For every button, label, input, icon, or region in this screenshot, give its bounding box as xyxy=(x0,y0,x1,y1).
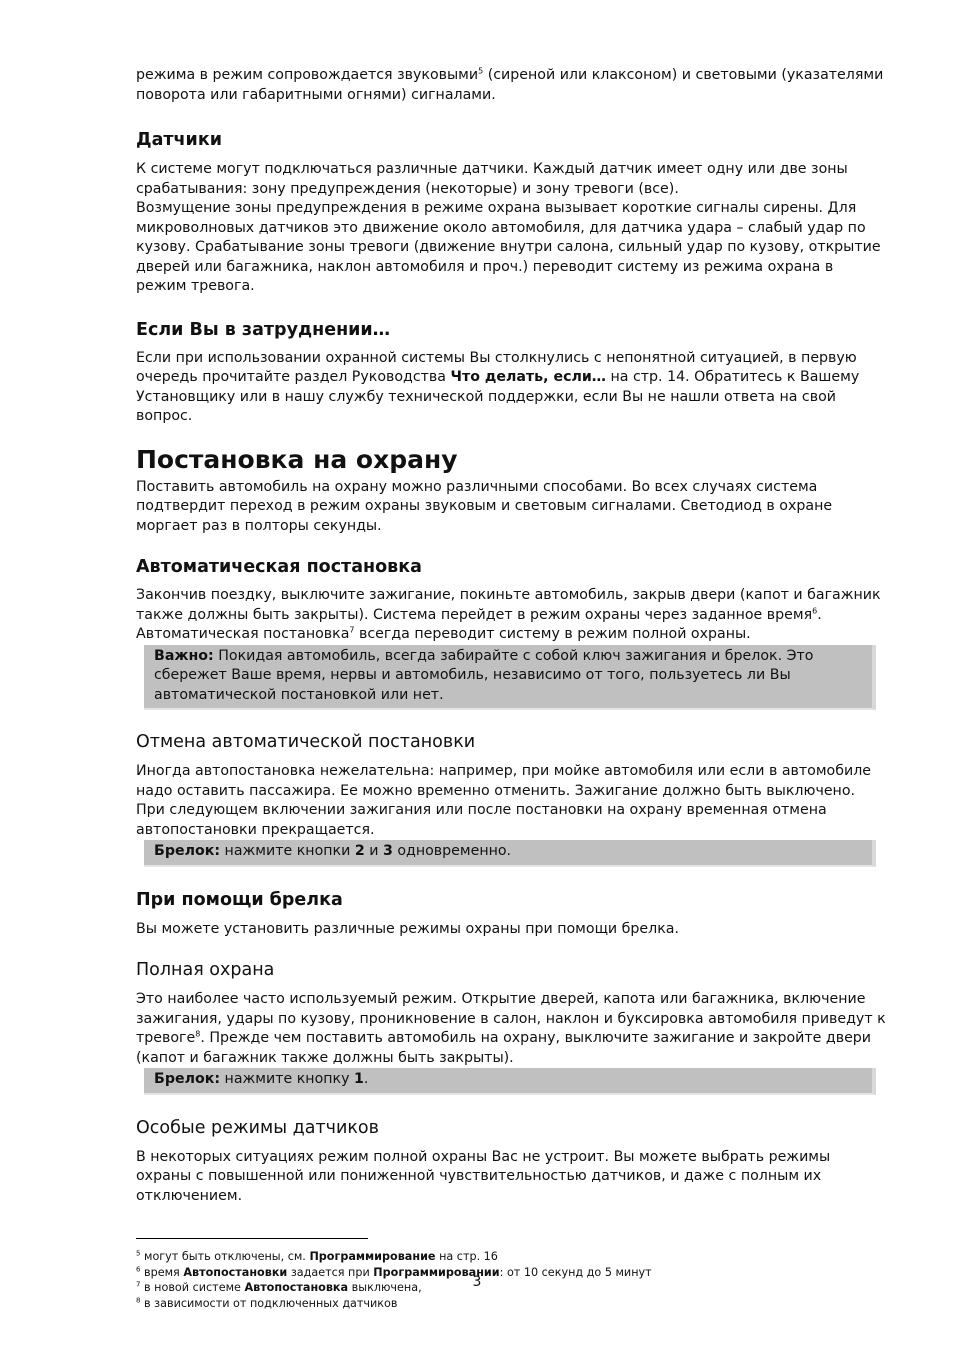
special-modes-paragraph: В некоторых ситуациях режим полной охраны Вас не устроит. Вы можете выбрать режимы охраны с повышенной или пониженной чувствительностью датчиков, и даже с полным их отключением. xyxy=(136,1148,831,1204)
trouble-paragraph: Если при использовании охранной системы Вы столкнулись с непонятной ситуацией, в первую очередь прочитайте раздел Руководства Что делать, если… на стр. 14. Обратитесь к Вашему Установщику или в нашу службу технической поддержки, если Вы не нашли ответа на свой вопрос. xyxy=(136,349,860,424)
trouble-heading: Если Вы в затруднении… xyxy=(136,319,391,340)
footnote-ref[interactable]: 7 xyxy=(349,625,355,635)
page-number: 3 xyxy=(472,1274,482,1290)
fob-instruction-full: Брелок: нажмите кнопку 1. xyxy=(144,1068,876,1095)
fob-paragraph: Вы можете установить различные режимы охраны при помощи брелка. xyxy=(136,920,679,937)
note-label: Брелок: xyxy=(154,1071,221,1087)
footnote-divider xyxy=(136,1238,368,1239)
note-label: Важно: xyxy=(154,647,214,664)
cancel-auto-paragraph: Иногда автопостановка нежелательна: например, при мойке автомобиля или если в автомобиле надо оставить пассажира. Ее можно временно отменить. Зажигание должно быть выключено. При следующем включении зажигания или после постановки на охрану временная отмена автопостановки прекращается. xyxy=(136,763,871,838)
document-page xyxy=(136,66,886,1311)
note-label: Брелок: xyxy=(154,843,221,859)
arming-paragraph: Поставить автомобиль на охрану можно различными способами. Во всех случаях система подтвердит переход в режим охраны звуковым и световым сигналами. Светодиод в охране моргает раз в полторы секунды. xyxy=(136,478,833,534)
intro-paragraph: режима в режим сопровождается звуковыми$^5$ (сиреной или клаксоном) и световыми (указателями поворота или габаритными огнями) сигналами. xyxy=(136,66,884,103)
sensors-heading: Датчики xyxy=(136,130,222,150)
important-note: Важно: Покидая автомобиль, всегда забирайте с собой ключ зажигания и брелок. Это сбережет Ваше время, нервы и автомобиль, независимо от того, пользуетесь ли Вы автоматической постановкой или нет. xyxy=(144,645,876,711)
footnote-6: $^6$ время Автопостановки задается при Программировании: от 10 секунд до 5 минут xyxy=(136,1264,652,1279)
footnote-ref[interactable]: 6 xyxy=(812,605,818,615)
fob-heading: При помощи брелка xyxy=(136,889,343,910)
auto-arming-heading: Автоматическая постановка xyxy=(136,557,422,577)
trouble-section-link[interactable]: Что делать, если… xyxy=(450,369,606,385)
fob-instruction-cancel: Брелок: нажмите кнопки 2 и 3 одновременно. xyxy=(144,840,876,867)
footnote-5: $^5$ могут быть отключены, см. Программирование на стр. 16 xyxy=(136,1249,498,1263)
auto-arming-paragraph: Закончив поездку, выключите зажигание, покиньте автомобиль, закрыв двери (капот и багажник также должны быть закрыты). Система перейдет в режим охраны через заданное время$^6$. Автоматическая постановка$^7$ всегда переводит систему в режим полной охраны. xyxy=(136,587,881,642)
footnote-7: $^7$ в новой системе Автопостановка выключена, xyxy=(136,1280,422,1294)
sensors-paragraph-1: К системе могут подключаться различные датчики. Каждый датчик имеет одну или две зоны срабатывания: зону предупреждения (некоторые) и зону тревоги (все). xyxy=(136,161,848,197)
sensors-paragraph-2: Возмущение зоны предупреждения в режиме охрана вызывает короткие сигналы сирены. Для микроволновых датчиков это движение около автомобиля, для датчика удара – слабый удар по кузову. Срабатывание зоны тревоги (движение внутри салона, сильный удар по кузову, открытие дверей или багажника, наклон автомобиля и проч.) переводит систему из режима охрана в режим тревога. xyxy=(136,200,881,294)
footnote-8: $^8$ в зависимости от подключенных датчиков xyxy=(136,1295,398,1310)
footnote-ref[interactable]: 5 xyxy=(478,66,484,76)
cancel-auto-heading: Отмена автоматической постановки xyxy=(136,732,476,752)
full-arming-paragraph: Это наиболее часто используемый режим. Открытие дверей, капота или багажника, включение зажигания, удары по кузову, проникновение в салон, наклон и буксировка автомобиля приведут к тревоге$^8$. Прежде чем поставить автомобиль на охрану, выключите зажигание и закройте двери (капот и багажник также должны быть закрыты). xyxy=(136,991,886,1066)
footnote-ref[interactable]: 8 xyxy=(195,1029,201,1039)
arming-heading: Постановка на охрану xyxy=(136,444,458,474)
special-modes-heading: Особые режимы датчиков xyxy=(136,1117,379,1138)
full-arming-heading: Полная охрана xyxy=(136,960,275,980)
